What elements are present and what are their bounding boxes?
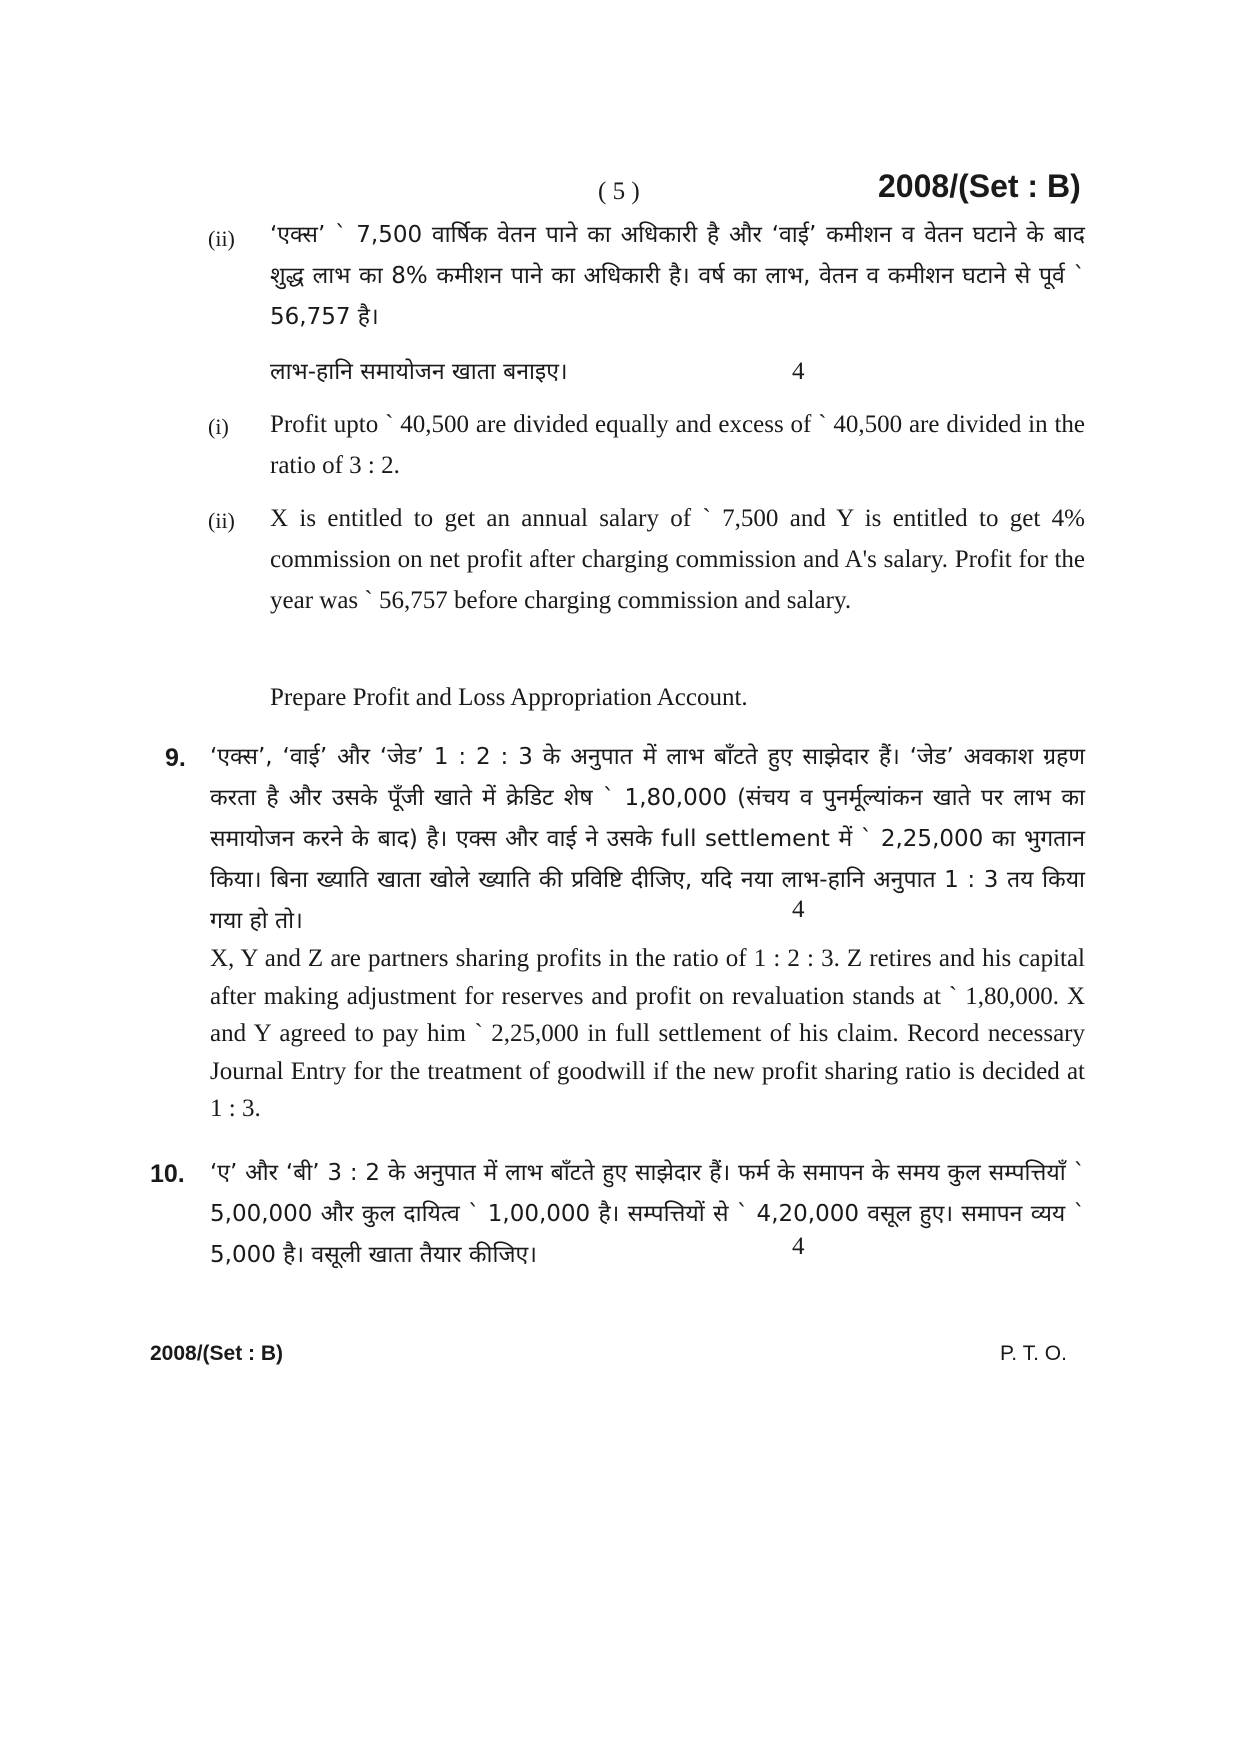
q9-english-text: X, Y and Z are partners sharing profits in the ratio of 1 : 2 : 3. Z retires and his capital after making adjustment for reserves and profit on revaluation stands at ` 1,80,000. X and Y agreed to pay him ` 2,25,000 in full settlement of his claim. Record necessary Journal Entry for the treatment of goodwill if the new profit sharing ratio is decided at 1 : 3.	[210, 945, 1085, 1122]
q8-hindi-ii-text: ‘एक्स’ ` 7,500 वार्षिक वेतन पाने का अधिकारी है और ‘वाई’ कमीशन व वेतन घटाने के बाद शुद्ध लाभ का 8% कमीशन पाने का अधिकारी है। वर्ष का लाभ, वेतन व कमीशन घटाने से पूर्व ` 56,757 है।	[270, 222, 1085, 330]
q9-hindi-text: ‘एक्स’, ‘वाई’ और ‘जेड’ 1 : 2 : 3 के अनुपात में लाभ बाँटते हुए साझेदार हैं। ‘जेड’ अवकाश ग्रहण करता है और उसके पूँजी खाते में क्रेडिट शेष ` 1,80,000 (संचय व पुनर्मूल्यांकन खाते पर लाभ का समायोजन करने के बाद) है। एक्स और वाई ने उसके full settlement में ` 2,25,000 का भुगतान किया। बिना ख्याति खाता खोले ख्याति की प्रविष्टि दीजिए, यदि नया लाभ-हानि अनुपात 1 : 3 तय किया गया हो तो।	[210, 744, 1085, 934]
q10-marks: 4	[792, 1233, 805, 1260]
q8-hindi-ii-marker: (ii)	[208, 226, 235, 251]
q8-english-i-text: Profit upto ` 40,500 are divided equally and excess of ` 40,500 are divided in the ratio of 3 : 2.	[270, 411, 1085, 479]
q8-english-instruction: Prepare Profit and Loss Appropriation Account.	[270, 684, 748, 711]
q9-marks: 4	[792, 896, 805, 923]
footer-set-code: 2008/(Set : B)	[150, 1342, 284, 1365]
q8-english-ii-marker: (ii)	[208, 508, 235, 533]
header-set-code: 2008/(Set : B)	[878, 168, 1081, 204]
q9-number: 9.	[165, 744, 186, 772]
q8-marks: 4	[792, 358, 805, 385]
q8-english-i-marker: (i)	[208, 414, 229, 439]
footer-pto: P. T. O.	[1000, 1342, 1067, 1365]
q10-number: 10.	[150, 1160, 185, 1188]
page-number: ( 5 )	[598, 178, 640, 205]
q8-hindi-instruction: लाभ-हानि समायोजन खाता बनाइए।	[270, 359, 568, 385]
q10-hindi-text: ‘ए’ और ‘बी’ 3 : 2 के अनुपात में लाभ बाँटते हुए साझेदार हैं। फर्म के समापन के समय कुल सम्पत्तियाँ ` 5,00,000 और कुल दायित्व ` 1,00,000 है। सम्पत्तियों से ` 4,20,000 वसूल हुए। समापन व्यय ` 5,000 है। वसूली खाता तैयार कीजिए।	[210, 1160, 1085, 1268]
q8-english-ii-text: X is entitled to get an annual salary of ` 7,500 and Y is entitled to get 4% commission on net profit after charging commission and A's salary. Profit for the year was ` 56,757 before charging commission and salary.	[270, 505, 1085, 614]
